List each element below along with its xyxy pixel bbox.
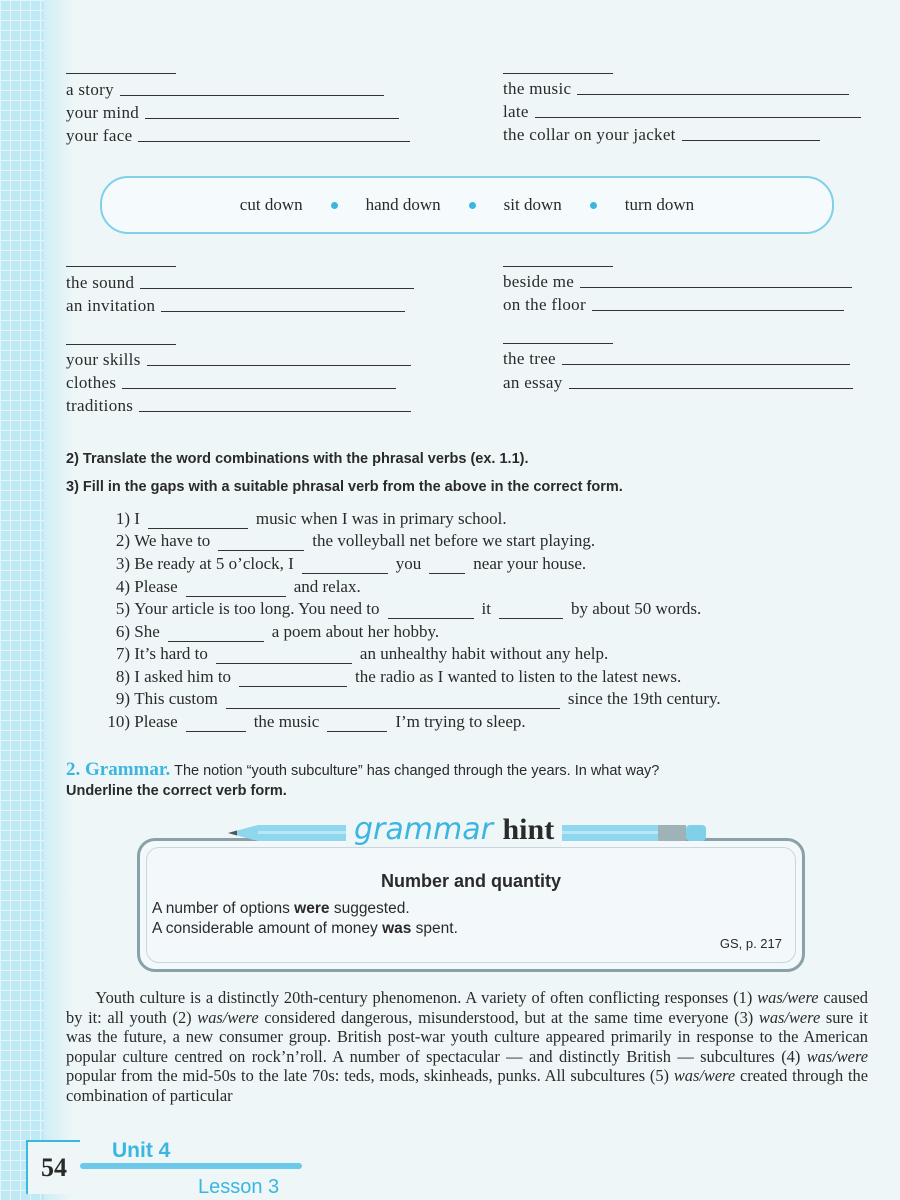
answer-line[interactable] [569,387,853,389]
word-hand-down: hand down [365,195,441,214]
answer-line[interactable] [138,140,410,142]
phrase-row: the tree [503,349,850,369]
instruction-3: 3) Fill in the gaps with a suitable phrasal verb from the above in the correct form. [66,479,623,495]
grid-margin [0,0,44,1200]
answer-header-line[interactable] [66,265,176,267]
answer-header-line[interactable] [66,343,176,345]
exercise-item: 7) It’s hard to an unhealthy habit without any help. [115,644,609,663]
answer-line[interactable] [577,93,849,95]
verb-option-5[interactable]: was/were [673,1066,736,1085]
hint-reference: GS, p. 217 [719,936,782,951]
phrase-row: an essay [503,373,853,393]
fill-gap[interactable] [218,536,304,551]
phrase-row: on the floor [503,295,844,315]
phrase-row: an invitation [66,296,405,316]
answer-header-line[interactable] [503,342,613,344]
exercise-item: 1) I music when I was in primary school. [115,509,507,528]
exercise-item: 5) Your article is too long. You need to it by about 50 words. [115,599,702,618]
exercise-item: 4) Please and relax. [115,577,361,596]
page-number: 54 [26,1140,80,1194]
phrase-row: the music [503,79,849,99]
word-sit-down: sit down [503,195,562,214]
answer-line[interactable] [122,387,396,389]
word-box [100,176,834,234]
exercise-item: 10) Please the music I’m trying to sleep. [107,712,526,731]
answer-header-line[interactable] [503,265,613,267]
answer-line[interactable] [140,287,414,289]
word-cut-down: cut down [239,195,303,214]
answer-line[interactable] [562,363,850,365]
phrase-row: your mind [66,103,399,123]
grammar-text: The notion “youth subculture” has changed through the years. In what way? [174,763,660,779]
exercise-item: 2) We have to the volleyball net before we start playing. [115,531,596,550]
exercise-item: 6) She a poem about her hobby. [115,622,440,641]
answer-header-line[interactable] [66,72,176,74]
exercise-item: 8) I asked him to the radio as I wanted to listen to the latest news. [115,667,682,686]
fill-gap[interactable] [168,627,264,642]
fill-gap[interactable] [327,717,387,732]
bullet-dot [469,202,476,209]
phrase-row: clothes [66,373,396,393]
answer-line[interactable] [147,364,411,366]
word-turn-down: turn down [624,195,695,214]
answer-line[interactable] [535,116,861,118]
verb-option-1[interactable]: was/were [757,988,819,1007]
phrase-row: your face [66,126,410,146]
hint-line-1: A number of options were suggested. [152,900,410,917]
fill-gap[interactable] [302,559,388,574]
fill-gap[interactable] [216,649,352,664]
unit-label: Unit 4 [112,1139,171,1162]
phrase-row: traditions [66,396,411,416]
grammar-task [66,760,866,801]
fill-gap[interactable] [239,672,347,687]
answer-line[interactable] [120,94,384,96]
answer-line[interactable] [592,309,844,311]
fill-gap[interactable] [499,604,563,619]
fill-gap[interactable] [226,694,560,709]
bullet-dot [331,202,338,209]
exercise-item: 9) This custom since the 19th century. [115,689,721,708]
fill-gap[interactable] [429,559,465,574]
answer-line[interactable] [161,310,405,312]
phrase-row: beside me [503,272,852,292]
instruction-2: 2) Translate the word combinations with the phrasal verbs (ex. 1.1). [66,451,529,467]
phrase-row: late [503,102,861,122]
answer-line[interactable] [145,117,399,119]
grammar-title: 2. Grammar. [66,759,171,780]
verb-option-2[interactable]: was/were [197,1007,259,1027]
answer-header-line[interactable] [503,72,613,74]
grammar-instruction: Underline the correct verb form. [66,783,287,799]
answer-line[interactable] [139,410,411,412]
verb-option-4[interactable]: was/were [806,1046,868,1066]
hint-heading: Number and quantity [380,871,561,891]
phrase-row: your skills [66,350,411,370]
grammar-hint-box [137,838,805,972]
fill-gap[interactable] [186,582,286,597]
phrase-row: the collar on your jacket [503,125,820,145]
hint-title: grammar hint [346,812,562,847]
reading-paragraph: Youth culture is a distinctly 20th-century phenomenon. A variety of often conflicting responses (1) was/were caused by it: all youth (2) was/were considered dangerous, misunderstood, but at the same time everyone (3) was/were sure it was the future, a new consumer group. British post-war youth culture appeared primarily in response to the American popular culture centred on rock’n’roll. A number of spectacular — and distinctly British — subcultures (4) was/were popular from the mid-50s to the late 70s: teds, mods, skinheads, punks. All subcultures (5) was/were created through the combination of particular [66,988,868,1105]
answer-line[interactable] [682,139,820,141]
fill-gap[interactable] [186,717,246,732]
hint-line-2: A considerable amount of money was spent. [152,920,458,937]
verb-option-3[interactable]: was/were [758,1007,821,1027]
answer-line[interactable] [580,286,852,288]
exercise-item: 3) Be ready at 5 o’clock, I you near your house. [115,554,587,573]
phrase-row: the sound [66,273,414,293]
fill-gap[interactable] [148,514,248,529]
unit-underline [80,1163,302,1169]
fill-gap[interactable] [388,604,474,619]
bullet-dot [590,202,597,209]
phrase-row: a story [66,80,384,100]
lesson-label: Lesson 3 [198,1176,280,1198]
